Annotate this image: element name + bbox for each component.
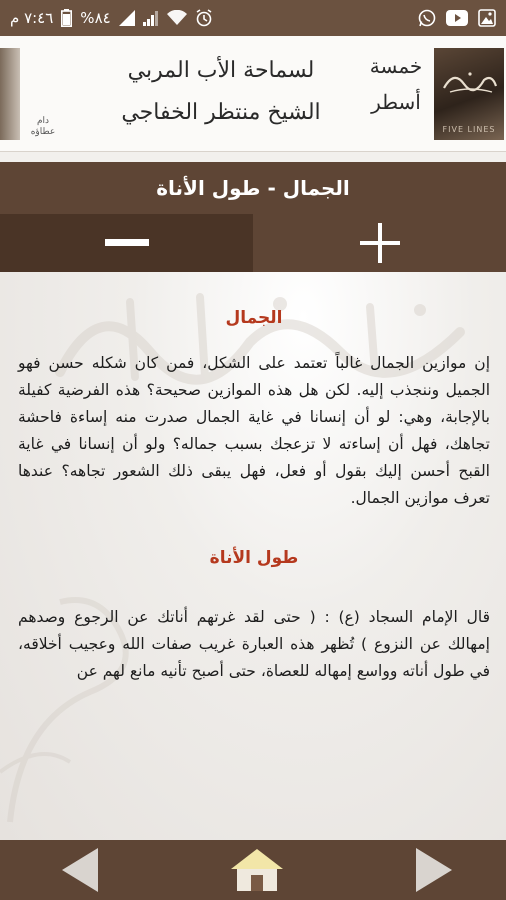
alarm-icon bbox=[195, 9, 213, 27]
section-heading-beauty: الجمال bbox=[225, 308, 283, 328]
status-time: ٧:٤٦ م bbox=[10, 9, 54, 27]
minus-icon bbox=[105, 239, 149, 247]
previous-icon bbox=[62, 848, 98, 892]
section-paragraph-patience: قال الإمام السجاد (ع) : ( حتى لقد غرتهم أناتك عن الرجوع وصدهم إمهالك عن النزوع ) تُظهر هذه العبارة غريب صفات الله وعجيب أخلاقه، في طول أناته وواسع إمهاله للعصاة، حتى أصبح تأنيه مانع لهم عن bbox=[18, 608, 490, 680]
plus-icon bbox=[360, 223, 400, 263]
home-button[interactable] bbox=[229, 847, 285, 893]
banner-line-2: الشيخ منتظر الخفاجي bbox=[121, 100, 321, 125]
article-content[interactable] bbox=[0, 272, 506, 840]
font-size-controls bbox=[0, 214, 506, 272]
status-bar bbox=[0, 0, 506, 36]
bottom-navigation bbox=[0, 840, 506, 900]
page-title-bar bbox=[0, 162, 506, 214]
battery-icon bbox=[61, 9, 72, 27]
section-paragraph-beauty: إن موازين الجمال غالباً تعتمد على الشكل، فمن كان شكله حسن فهو الجميل وننجذب إليه. لكن هل هذه الموازين صحيحة؟ هذه الفرضية كفيلة بالإجابة، وهي: لو أن إنسانا في غاية الجمال صدرت منه إساءة فاحشة تجاهك، فهل أن إساءته لا تزعجك بسبب جماله؟ ولو أن إنسانا في غاية القبح أحسن إليك بقول أو فعل، فهل يبقى ذلك الشعور تجاهه؟ عندها تعرف موازين الجمال. bbox=[18, 354, 490, 507]
increase-font-button[interactable] bbox=[253, 214, 506, 272]
article-body bbox=[0, 272, 506, 685]
banner-line-1: لسماحة الأب المربي bbox=[127, 58, 315, 83]
banner-title: خمسة أسطر bbox=[369, 54, 423, 114]
next-button[interactable] bbox=[416, 848, 452, 892]
status-right-group bbox=[418, 9, 496, 27]
section-heading-patience: طول الأناة bbox=[209, 548, 299, 568]
battery-percentage: %٨٤ bbox=[80, 9, 111, 27]
logo-text: FIVE LINES bbox=[442, 125, 496, 134]
next-icon bbox=[416, 848, 452, 892]
page-title: الجمال - طول الأناة bbox=[156, 176, 350, 200]
whatsapp-icon bbox=[418, 9, 436, 27]
signal-icon-2 bbox=[143, 10, 159, 26]
home-icon bbox=[229, 847, 285, 893]
status-left-group bbox=[10, 9, 213, 27]
decrease-font-button[interactable] bbox=[0, 214, 253, 272]
banner-signature: دام عطاؤه bbox=[30, 116, 56, 137]
youtube-icon bbox=[446, 10, 468, 26]
header-banner bbox=[0, 36, 506, 152]
wifi-icon bbox=[167, 10, 187, 26]
signal-icon bbox=[119, 10, 135, 26]
app-logo bbox=[434, 48, 504, 140]
gallery-icon bbox=[478, 9, 496, 27]
previous-button[interactable] bbox=[62, 848, 98, 892]
logo-calligraphy-icon bbox=[440, 66, 498, 96]
banner-decor-strip bbox=[0, 48, 20, 140]
